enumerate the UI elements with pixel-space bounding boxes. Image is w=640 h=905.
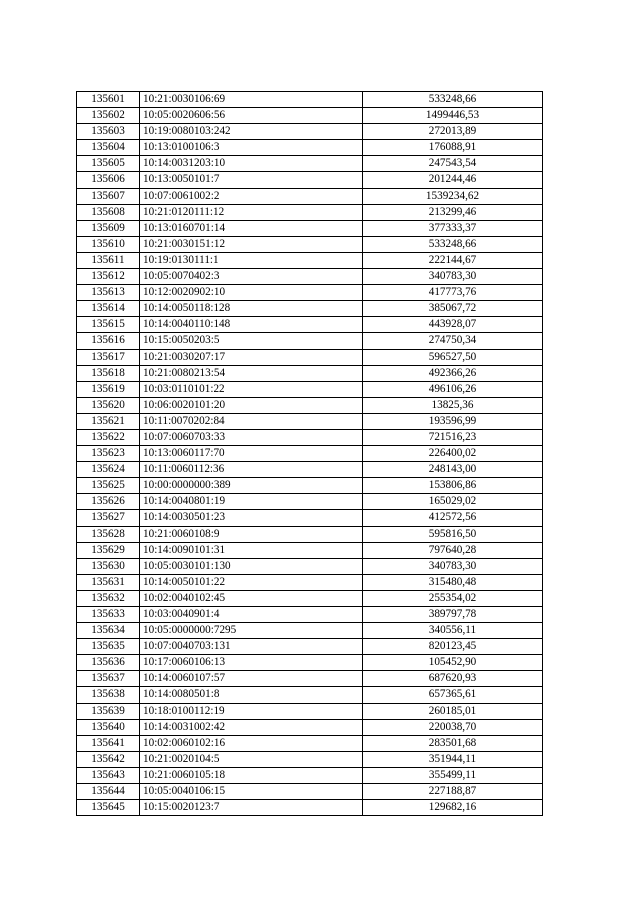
- cadastral-number-cell: 10:21:0060108:9: [140, 526, 363, 542]
- record-number-cell: 135635: [77, 639, 140, 655]
- table-row: [77, 285, 543, 301]
- amount-cell: 721516,23: [363, 429, 543, 445]
- cadastral-number-cell: 10:13:0050101:7: [140, 172, 363, 188]
- table-row: [77, 510, 543, 526]
- cadastral-number-cell: 10:14:0080501:8: [140, 687, 363, 703]
- cadastral-number-cell: 10:05:0030101:130: [140, 558, 363, 574]
- cadastral-number-cell: 10:21:0060105:18: [140, 767, 363, 783]
- amount-cell: 13825,36: [363, 397, 543, 413]
- record-number-cell: 135608: [77, 204, 140, 220]
- record-number-cell: 135642: [77, 751, 140, 767]
- amount-cell: 533248,66: [363, 236, 543, 252]
- amount-cell: 274750,34: [363, 333, 543, 349]
- amount-cell: 283501,68: [363, 735, 543, 751]
- cadastral-number-cell: 10:05:0070402:3: [140, 269, 363, 285]
- amount-cell: 153806,86: [363, 478, 543, 494]
- table-row: [77, 478, 543, 494]
- record-number-cell: 135601: [77, 92, 140, 108]
- cadastral-number-cell: 10:21:0030106:69: [140, 92, 363, 108]
- amount-cell: 255354,02: [363, 590, 543, 606]
- amount-cell: 596527,50: [363, 349, 543, 365]
- table-row: [77, 204, 543, 220]
- cadastral-number-cell: 10:02:0040102:45: [140, 590, 363, 606]
- amount-cell: 657365,61: [363, 687, 543, 703]
- record-number-cell: 135616: [77, 333, 140, 349]
- record-number-cell: 135607: [77, 188, 140, 204]
- register-table: [76, 91, 543, 816]
- amount-cell: 1499446,53: [363, 108, 543, 124]
- record-number-cell: 135624: [77, 462, 140, 478]
- cadastral-number-cell: 10:07:0060703:33: [140, 429, 363, 445]
- record-number-cell: 135614: [77, 301, 140, 317]
- record-number-cell: 135630: [77, 558, 140, 574]
- amount-cell: 340783,30: [363, 269, 543, 285]
- record-number-cell: 135645: [77, 800, 140, 816]
- cadastral-number-cell: 10:03:0040901:4: [140, 607, 363, 623]
- cadastral-number-cell: 10:14:0030501:23: [140, 510, 363, 526]
- amount-cell: 165029,02: [363, 494, 543, 510]
- record-number-cell: 135632: [77, 590, 140, 606]
- table-row: [77, 333, 543, 349]
- record-number-cell: 135626: [77, 494, 140, 510]
- record-number-cell: 135623: [77, 446, 140, 462]
- table-row: [77, 172, 543, 188]
- record-number-cell: 135603: [77, 124, 140, 140]
- cadastral-number-cell: 10:21:0030207:17: [140, 349, 363, 365]
- cadastral-number-cell: 10:11:0060112:36: [140, 462, 363, 478]
- amount-cell: 377333,37: [363, 220, 543, 236]
- table-row: [77, 623, 543, 639]
- amount-cell: 412572,56: [363, 510, 543, 526]
- record-number-cell: 135638: [77, 687, 140, 703]
- amount-cell: 820123,45: [363, 639, 543, 655]
- cadastral-number-cell: 10:14:0040801:19: [140, 494, 363, 510]
- record-number-cell: 135640: [77, 719, 140, 735]
- amount-cell: 193596,99: [363, 413, 543, 429]
- cadastral-number-cell: 10:19:0130111:1: [140, 252, 363, 268]
- amount-cell: 351944,11: [363, 751, 543, 767]
- table-row: [77, 365, 543, 381]
- record-number-cell: 135636: [77, 655, 140, 671]
- amount-cell: 797640,28: [363, 542, 543, 558]
- record-number-cell: 135643: [77, 767, 140, 783]
- amount-cell: 492366,26: [363, 365, 543, 381]
- table-row: [77, 655, 543, 671]
- amount-cell: 247543,54: [363, 156, 543, 172]
- cadastral-number-cell: 10:17:0060106:13: [140, 655, 363, 671]
- cadastral-number-cell: 10:13:0060117:70: [140, 446, 363, 462]
- amount-cell: 595816,50: [363, 526, 543, 542]
- cadastral-number-cell: 10:14:0050118:128: [140, 301, 363, 317]
- table-row: [77, 413, 543, 429]
- amount-cell: 222144,67: [363, 252, 543, 268]
- cadastral-number-cell: 10:12:0020902:10: [140, 285, 363, 301]
- record-number-cell: 135618: [77, 365, 140, 381]
- table-row: [77, 92, 543, 108]
- amount-cell: 315480,48: [363, 574, 543, 590]
- table-row: [77, 446, 543, 462]
- table-row: [77, 462, 543, 478]
- table-row: [77, 397, 543, 413]
- cadastral-number-cell: 10:05:0020606:56: [140, 108, 363, 124]
- amount-cell: 443928,07: [363, 317, 543, 333]
- table-row: [77, 800, 543, 816]
- record-number-cell: 135615: [77, 317, 140, 333]
- cadastral-number-cell: 10:07:0061002:2: [140, 188, 363, 204]
- table-row: [77, 381, 543, 397]
- cadastral-number-cell: 10:18:0100112:19: [140, 703, 363, 719]
- amount-cell: 389797,78: [363, 607, 543, 623]
- table-row: [77, 542, 543, 558]
- amount-cell: 220038,70: [363, 719, 543, 735]
- record-number-cell: 135617: [77, 349, 140, 365]
- register-table-body: [77, 92, 543, 816]
- table-row: [77, 156, 543, 172]
- table-row: [77, 671, 543, 687]
- record-number-cell: 135628: [77, 526, 140, 542]
- table-row: [77, 429, 543, 445]
- record-number-cell: 135622: [77, 429, 140, 445]
- amount-cell: 129682,16: [363, 800, 543, 816]
- table-row: [77, 494, 543, 510]
- amount-cell: 385067,72: [363, 301, 543, 317]
- record-number-cell: 135609: [77, 220, 140, 236]
- record-number-cell: 135631: [77, 574, 140, 590]
- cadastral-number-cell: 10:13:0160701:14: [140, 220, 363, 236]
- table-row: [77, 751, 543, 767]
- record-number-cell: 135633: [77, 607, 140, 623]
- cadastral-number-cell: 10:14:0031203:10: [140, 156, 363, 172]
- table-row: [77, 558, 543, 574]
- table-row: [77, 269, 543, 285]
- cadastral-number-cell: 10:11:0070202:84: [140, 413, 363, 429]
- amount-cell: 248143,00: [363, 462, 543, 478]
- table-row: [77, 124, 543, 140]
- amount-cell: 213299,46: [363, 204, 543, 220]
- table-row: [77, 349, 543, 365]
- cadastral-number-cell: 10:14:0040110:148: [140, 317, 363, 333]
- record-number-cell: 135613: [77, 285, 140, 301]
- cadastral-number-cell: 10:14:0090101:31: [140, 542, 363, 558]
- table-row: [77, 639, 543, 655]
- cadastral-number-cell: 10:15:0020123:7: [140, 800, 363, 816]
- amount-cell: 355499,11: [363, 767, 543, 783]
- table-row: [77, 140, 543, 156]
- table-row: [77, 220, 543, 236]
- record-number-cell: 135612: [77, 269, 140, 285]
- record-number-cell: 135627: [77, 510, 140, 526]
- table-row: [77, 735, 543, 751]
- amount-cell: 340783,30: [363, 558, 543, 574]
- record-number-cell: 135621: [77, 413, 140, 429]
- table-row: [77, 236, 543, 252]
- table-row: [77, 252, 543, 268]
- amount-cell: 272013,89: [363, 124, 543, 140]
- amount-cell: 417773,76: [363, 285, 543, 301]
- amount-cell: 201244,46: [363, 172, 543, 188]
- cadastral-number-cell: 10:21:0020104:5: [140, 751, 363, 767]
- amount-cell: 1539234,62: [363, 188, 543, 204]
- cadastral-number-cell: 10:05:0000000:7295: [140, 623, 363, 639]
- table-row: [77, 687, 543, 703]
- cadastral-number-cell: 10:06:0020101:20: [140, 397, 363, 413]
- table-row: [77, 188, 543, 204]
- table-row: [77, 719, 543, 735]
- table-row: [77, 590, 543, 606]
- table-row: [77, 317, 543, 333]
- amount-cell: 496106,26: [363, 381, 543, 397]
- cadastral-number-cell: 10:21:0080213:54: [140, 365, 363, 381]
- cadastral-number-cell: 10:14:0050101:22: [140, 574, 363, 590]
- cadastral-number-cell: 10:00:0000000:389: [140, 478, 363, 494]
- record-number-cell: 135639: [77, 703, 140, 719]
- record-number-cell: 135602: [77, 108, 140, 124]
- record-number-cell: 135644: [77, 784, 140, 800]
- amount-cell: 105452,90: [363, 655, 543, 671]
- record-number-cell: 135606: [77, 172, 140, 188]
- cadastral-number-cell: 10:14:0031002:42: [140, 719, 363, 735]
- record-number-cell: 135605: [77, 156, 140, 172]
- amount-cell: 176088,91: [363, 140, 543, 156]
- table-row: [77, 703, 543, 719]
- cadastral-number-cell: 10:15:0050203:5: [140, 333, 363, 349]
- cadastral-number-cell: 10:21:0120111:12: [140, 204, 363, 220]
- record-number-cell: 135634: [77, 623, 140, 639]
- record-number-cell: 135611: [77, 252, 140, 268]
- cadastral-number-cell: 10:14:0060107:57: [140, 671, 363, 687]
- amount-cell: 226400,02: [363, 446, 543, 462]
- table-row: [77, 301, 543, 317]
- record-number-cell: 135619: [77, 381, 140, 397]
- cadastral-number-cell: 10:05:0040106:15: [140, 784, 363, 800]
- amount-cell: 687620,93: [363, 671, 543, 687]
- table-row: [77, 784, 543, 800]
- amount-cell: 533248,66: [363, 92, 543, 108]
- record-number-cell: 135637: [77, 671, 140, 687]
- cadastral-number-cell: 10:13:0100106:3: [140, 140, 363, 156]
- amount-cell: 260185,01: [363, 703, 543, 719]
- table-row: [77, 767, 543, 783]
- record-number-cell: 135629: [77, 542, 140, 558]
- table-row: [77, 526, 543, 542]
- amount-cell: 340556,11: [363, 623, 543, 639]
- cadastral-number-cell: 10:19:0080103:242: [140, 124, 363, 140]
- record-number-cell: 135610: [77, 236, 140, 252]
- record-number-cell: 135604: [77, 140, 140, 156]
- record-number-cell: 135625: [77, 478, 140, 494]
- cadastral-number-cell: 10:03:0110101:22: [140, 381, 363, 397]
- record-number-cell: 135620: [77, 397, 140, 413]
- cadastral-number-cell: 10:07:0040703:131: [140, 639, 363, 655]
- table-row: [77, 607, 543, 623]
- cadastral-number-cell: 10:02:0060102:16: [140, 735, 363, 751]
- table-row: [77, 574, 543, 590]
- record-number-cell: 135641: [77, 735, 140, 751]
- cadastral-number-cell: 10:21:0030151:12: [140, 236, 363, 252]
- amount-cell: 227188,87: [363, 784, 543, 800]
- table-row: [77, 108, 543, 124]
